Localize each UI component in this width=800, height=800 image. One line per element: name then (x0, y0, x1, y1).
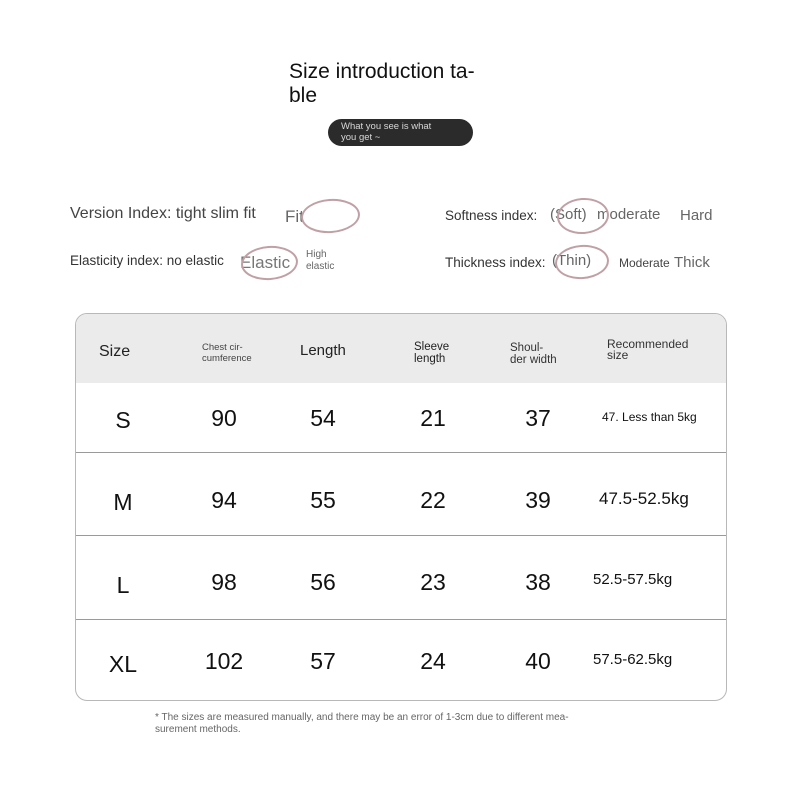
header-size: Size (99, 343, 131, 360)
thickness-option-thick: Thick (674, 254, 710, 271)
header-chest-line-2: cumference (202, 353, 252, 364)
tagline-line-1: What you see is what (341, 121, 432, 132)
header-length: Length (300, 342, 346, 359)
cell-shoulder: 39 (525, 487, 551, 513)
cell-recommended: 52.5-57.5kg (593, 571, 673, 588)
cell-length: 55 (310, 487, 336, 513)
header-recommended-line-1: Recommended (607, 337, 689, 351)
title-line-1: Size introduction ta- (289, 60, 475, 83)
selected-circle-mark (556, 196, 610, 236)
cell-recommended: 57.5-62.5kg (593, 651, 673, 668)
tagline-pill (328, 119, 473, 146)
cell-recommended: 47.5-52.5kg (599, 489, 689, 508)
thickness-index-label: Thickness index: (445, 255, 546, 270)
cell-chest: 90 (211, 405, 237, 431)
cell-chest: 94 (211, 487, 237, 513)
header-recommended-line-2: size (607, 348, 629, 362)
cell-chest: 98 (211, 569, 237, 595)
selected-circle-mark (300, 197, 361, 235)
cell-sleeve: 22 (420, 487, 446, 513)
selected-circle-mark (240, 244, 299, 282)
title-line-2: ble (289, 84, 318, 107)
cell-size: M (113, 489, 133, 515)
thickness-option-thin: (Thin) (552, 252, 592, 269)
table-row (76, 452, 726, 536)
footnote-line-1: * The sizes are measured manually, and there may be an error of 1-3cm due to different mea- (155, 712, 569, 723)
cell-recommended: 47. Less than 5kg (602, 410, 697, 424)
table-row (76, 383, 726, 452)
softness-option-hard: Hard (680, 207, 713, 224)
selected-circle-mark (554, 243, 610, 281)
tagline-line-2: you get ~ (341, 132, 381, 143)
softness-option-moderate: moderate (597, 206, 661, 223)
header-shoulder-line-1: Shoul- (510, 342, 544, 354)
cell-shoulder: 38 (525, 569, 551, 595)
version-index-label: Version Index: tight slim fit (70, 205, 256, 222)
elasticity-option-elastic: Elastic (240, 253, 291, 272)
header-chest-line-1: Chest cir- (202, 342, 243, 353)
cell-sleeve: 21 (420, 405, 446, 431)
cell-sleeve: 24 (420, 648, 446, 674)
high-elastic-line-2: elastic (306, 261, 335, 272)
header-shoulder-line-2: der width (510, 354, 557, 366)
header-sleeve (414, 341, 449, 365)
cell-length: 54 (310, 405, 336, 431)
thickness-option-moderate: Moderate (619, 256, 670, 270)
cell-size: L (116, 572, 130, 598)
header-chest (202, 342, 252, 364)
table-row (76, 619, 726, 701)
elasticity-option-high-elastic (306, 249, 334, 273)
cell-length: 57 (310, 648, 336, 674)
cell-chest: 102 (204, 648, 244, 674)
header-recommended (607, 339, 688, 361)
size-table (75, 313, 727, 701)
cell-size: XL (108, 651, 138, 677)
elasticity-index-label: Elasticity index: no elastic (70, 253, 224, 268)
cell-shoulder: 37 (525, 405, 551, 431)
header-shoulder (510, 342, 557, 366)
page-title (289, 60, 519, 108)
softness-index-label: Softness index: (445, 208, 538, 223)
footnote-line-2: surement methods. (155, 724, 241, 735)
table-header (76, 314, 726, 383)
header-sleeve-line-1: Sleeve (414, 341, 450, 353)
table-row (76, 535, 726, 620)
measurement-footnote (155, 712, 625, 736)
cell-shoulder: 40 (525, 648, 551, 674)
version-option-fit: Fit (285, 207, 304, 226)
header-sleeve-line-2: length (414, 353, 446, 365)
cell-size: S (115, 407, 131, 433)
high-elastic-line-1: High (306, 249, 327, 260)
softness-option-soft: (Soft) (550, 206, 587, 223)
cell-sleeve: 23 (420, 569, 446, 595)
cell-length: 56 (310, 569, 336, 595)
